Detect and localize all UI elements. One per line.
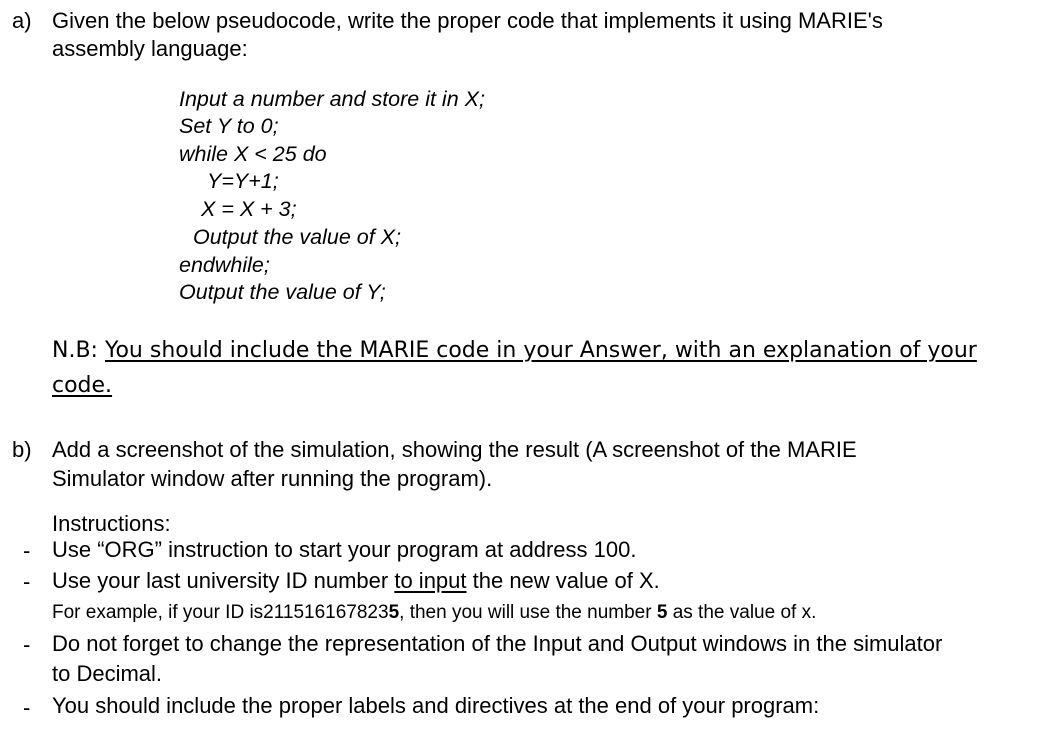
note-line2 [52, 369, 112, 403]
note-text: code. [52, 373, 113, 398]
pseudocode-line: Input a number and store it in X; [179, 87, 485, 111]
bullet-dash: - [23, 632, 31, 657]
instruction-item-continued: to Decimal. [52, 661, 163, 686]
pseudocode-line: Set Y to 0; [179, 114, 279, 138]
bullet-dash: - [23, 695, 31, 720]
instruction-item [52, 567, 660, 595]
instruction-item: Do not forget to change the representation of the Input and Output windows in the simulator [52, 631, 943, 656]
example-text: For example, if your ID is211516167823 [52, 602, 389, 623]
pseudocode-line: Y=Y+1; [207, 169, 279, 193]
instruction-text: the new value of X. [466, 568, 660, 593]
pseudocode-line: Output the value of Y; [179, 280, 386, 304]
instruction-example [52, 601, 816, 625]
instruction-item: You should include the proper labels and directives at the end of your program: [52, 693, 820, 718]
part-b-marker: b) [12, 437, 32, 462]
pseudocode-line: endwhile; [179, 253, 270, 277]
part-b-question-line1: Add a screenshot of the simulation, showing the result (A screenshot of the MARIE [52, 437, 857, 462]
example-text: , then you will use the number [399, 602, 657, 623]
part-b-question-line2: Simulator window after running the program). [52, 466, 493, 491]
bullet-dash: - [23, 538, 31, 563]
pseudocode-line: X = X + 3; [201, 197, 297, 221]
example-bold-digit: 5 [388, 602, 400, 623]
pseudocode-line: while X < 25 do [179, 142, 327, 166]
bullet-dash: - [23, 569, 31, 594]
instruction-underlined-text: to input [394, 568, 467, 593]
pseudocode-line: Output the value of X; [193, 225, 401, 249]
part-a-question-line1: Given the below pseudocode, write the proper code that implements it using MARIE's [52, 8, 883, 33]
example-text: as the value of x. [667, 602, 817, 623]
instructions-heading: Instructions: [52, 511, 171, 536]
part-a-marker: a) [12, 8, 32, 33]
note-prefix: N.B: [52, 338, 105, 363]
example-bold-digit: 5 [656, 602, 668, 623]
note-line1 [52, 334, 977, 368]
instruction-text: Use your last university ID number [52, 568, 395, 593]
part-a-question-line2: assembly language: [52, 36, 248, 61]
note-text: You should include the MARIE code in your Answer, with an explanation of your [104, 338, 977, 363]
instruction-item: Use “ORG” instruction to start your program at address 100. [52, 537, 637, 562]
